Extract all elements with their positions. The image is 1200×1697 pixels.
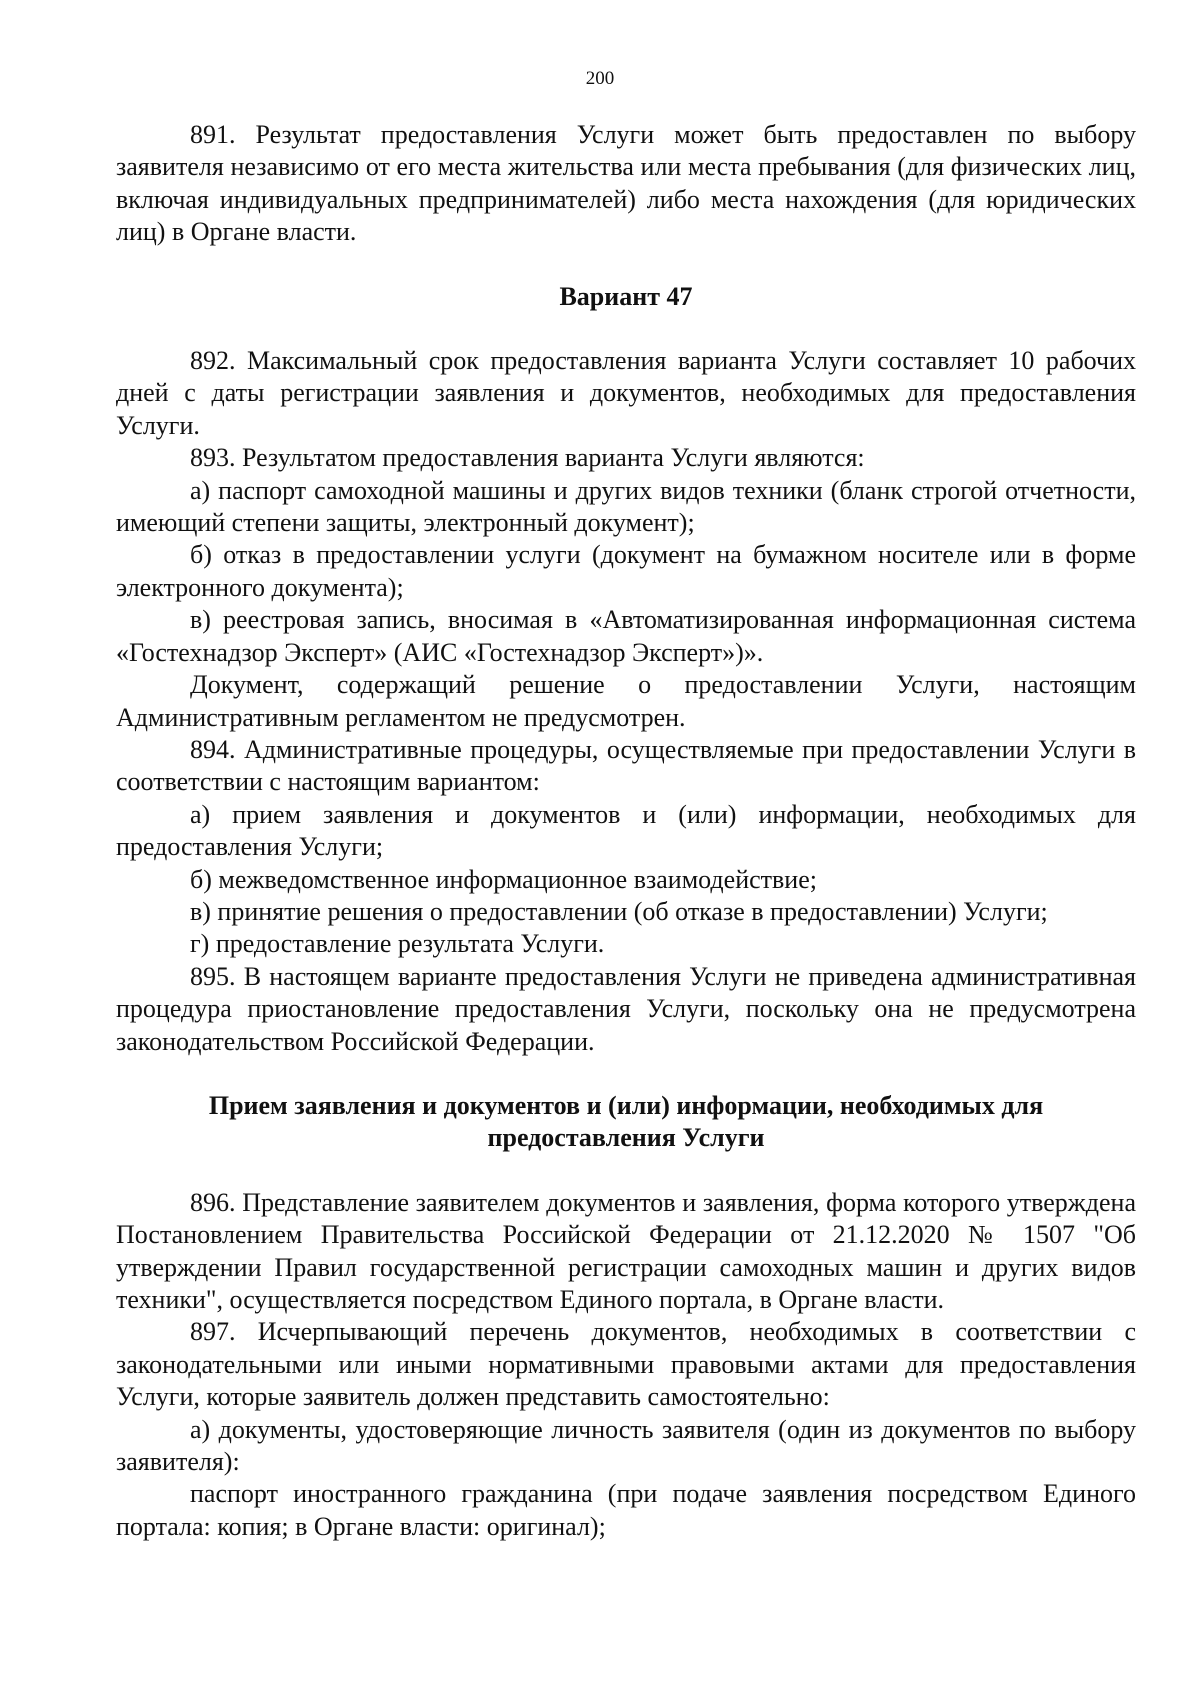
paragraph-foreign-passport: паспорт иностранного гражданина (при подаче заявления посредством Единого портала: копия; в Органе власти: оригинал);	[116, 1479, 1136, 1541]
paragraph-891: 891. Результат предоставления Услуги может быть предоставлен по выбору заявителя независимо от его места жительства или места пребывания (для физических лиц, включая индивидуальных предпринимателей) либо места нахождения (для юридических лиц) в Органе власти.	[116, 120, 1136, 247]
paragraph-892: 892. Максимальный срок предоставления варианта Услуги составляет 10 рабочих дней с даты регистрации заявления и документов, необходимых для предоставления Услуги.	[116, 346, 1136, 440]
paragraph-894: 894. Административные процедуры, осуществляемые при предоставлении Услуги в соответствии с настоящим вариантом:	[116, 734, 1136, 797]
heading-application-reception: Прием заявления и документов и (или) информации, необходимых для предоставления Услуги	[208, 1090, 1044, 1153]
list-item-893-a: а) паспорт самоходной машины и других видов техники (бланк строгой отчетности, имеющий степени защиты, электронный документ);	[116, 475, 1136, 538]
paragraph-896: 896. Представление заявителем документов и заявления, форма которого утверждена Постановлением Правительства Российской Федерации от 21.12.2020 № 1507 "Об утверждении Правил государственной регистрации самоходных машин и других видов техники", осуществляется посредством Единого портала, в Органе власти.	[116, 1187, 1136, 1314]
variant-section	[116, 345, 1136, 1058]
list-item-894-v: в) принятие решения о предоставлении (об отказе в предоставлении) Услуги;	[190, 896, 1048, 926]
paragraph-decision-document: Документ, содержащий решение о предоставлении Услуги, настоящим Административным регламентом не предусмотрен.	[116, 670, 1136, 732]
document-body	[116, 119, 1136, 1543]
page-number: 200	[585, 68, 615, 89]
list-item-894-b: б) межведомственное информационное взаимодействие;	[190, 864, 817, 894]
application-section	[116, 1187, 1136, 1543]
list-item-894-g: г) предоставление результата Услуги.	[190, 929, 605, 959]
list-item-894-a: а) прием заявления и документов и (или) информации, необходимых для предоставления Услуги;	[116, 799, 1136, 862]
paragraph-895: 895. В настоящем варианте предоставления Услуги не приведена административная процедура приостановление предоставления Услуги, поскольку она не предусмотрена законодательством Российской Федерации.	[116, 961, 1136, 1056]
list-item-897-a: а) документы, удостоверяющие личность заявителя (один из документов по выбору заявителя):	[116, 1414, 1136, 1477]
heading-variant-47: Вариант 47	[559, 281, 693, 311]
paragraph-893: 893. Результатом предоставления варианта Услуги являются:	[190, 443, 865, 473]
paragraph-897: 897. Исчерпывающий перечень документов, необходимых в соответствии с законодательными или иными нормативными правовыми актами для предоставления Услуги, которые заявитель должен представить самостоятельно:	[116, 1317, 1136, 1412]
list-item-893-v: в) реестровая запись, вносимая в «Автоматизированная информационная система «Гостехнадзор Эксперт» (АИС «Гостехнадзор Эксперт»)».	[116, 605, 1136, 667]
list-item-893-b: б) отказ в предоставлении услуги (документ на бумажном носителе или в форме электронного документа);	[116, 540, 1136, 602]
